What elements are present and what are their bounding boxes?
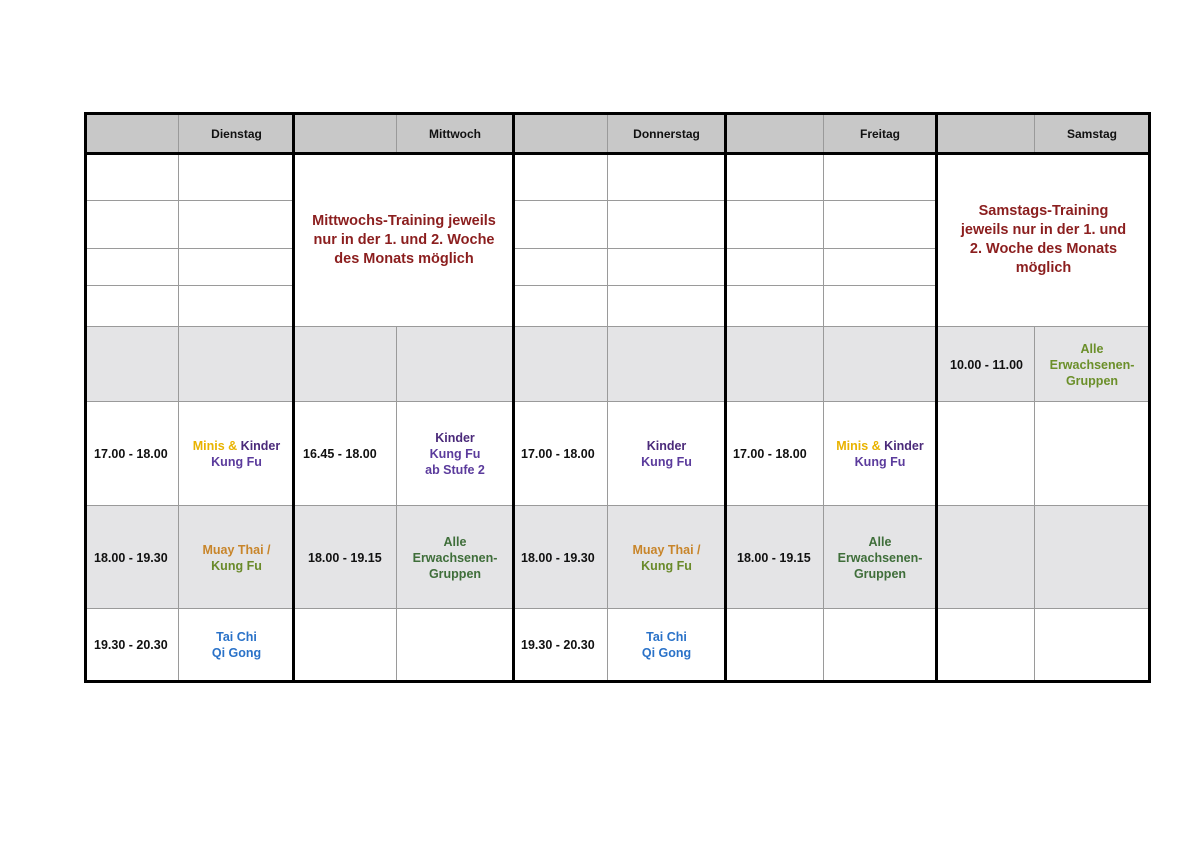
class-line bbox=[193, 438, 281, 454]
header-mittwoch: Mittwoch bbox=[429, 126, 481, 141]
class-line: Qi Gong bbox=[211, 646, 262, 660]
grid-line bbox=[86, 248, 294, 249]
class-line: Kung Fu bbox=[641, 455, 692, 469]
table-border-right bbox=[1148, 112, 1151, 683]
class-line: Erwachsenen- bbox=[1049, 357, 1135, 372]
class-line: Muay Thai / bbox=[632, 542, 701, 557]
grid-line bbox=[607, 114, 608, 153]
grid-line bbox=[1034, 114, 1035, 153]
donnerstag-time-1: 17.00 - 18.00 bbox=[521, 447, 595, 461]
table-border-top bbox=[84, 112, 1151, 115]
note-line: Mittwochs-Training jeweils bbox=[312, 212, 496, 229]
class-line: Qi Gong bbox=[641, 646, 692, 660]
class-line: Kung Fu bbox=[429, 447, 481, 461]
day-divider bbox=[512, 112, 515, 683]
mittwoch-time-1: 16.45 - 18.00 bbox=[303, 447, 377, 461]
class-line: Alle bbox=[868, 534, 892, 549]
class-line: Kinder bbox=[435, 431, 475, 445]
grid-line bbox=[86, 401, 1149, 402]
grid-line bbox=[86, 505, 1149, 506]
grid-line bbox=[86, 200, 294, 201]
mittwoch-time-2: 18.00 - 19.15 bbox=[308, 550, 382, 565]
dienstag-time-1: 17.00 - 18.00 bbox=[94, 447, 168, 461]
minis-label: Minis & bbox=[192, 439, 238, 453]
note-line: möglich bbox=[1015, 260, 1072, 276]
mittwoch-class-1 bbox=[397, 402, 513, 506]
class-line: Kung Fu bbox=[854, 455, 906, 469]
grid-line bbox=[86, 326, 1149, 327]
table-border-bottom bbox=[84, 680, 1151, 683]
dienstag-class-3 bbox=[179, 609, 294, 681]
class-line: Alle bbox=[443, 534, 467, 549]
kinder-label: Kinder bbox=[237, 439, 281, 453]
header-donnerstag: Donnerstag bbox=[633, 126, 700, 141]
note-line: des Monats möglich bbox=[334, 250, 474, 267]
class-line: Kinder bbox=[646, 439, 687, 453]
class-line: Tai Chi bbox=[216, 630, 257, 644]
mittwoch-note bbox=[295, 153, 513, 327]
header-dienstag: Dienstag bbox=[211, 126, 262, 141]
class-line: Alle bbox=[1080, 341, 1104, 356]
class-line: Gruppen bbox=[853, 566, 907, 581]
donnerstag-class-2 bbox=[608, 506, 725, 609]
dienstag-time-2: 18.00 - 19.30 bbox=[94, 550, 168, 565]
day-divider bbox=[935, 112, 938, 683]
donnerstag-class-3 bbox=[608, 609, 725, 681]
samstag-time: 10.00 - 11.00 bbox=[950, 357, 1023, 372]
class-line: Muay Thai / bbox=[202, 542, 271, 557]
class-line: Kung Fu bbox=[641, 558, 692, 573]
class-line: ab Stufe 2 bbox=[425, 463, 485, 477]
note-line: Samstags-Training bbox=[978, 203, 1109, 219]
dienstag-time-3: 19.30 - 20.30 bbox=[94, 638, 168, 652]
class-line: Tai Chi bbox=[646, 630, 687, 644]
freitag-class-1 bbox=[824, 402, 936, 506]
freitag-class-2 bbox=[824, 506, 936, 609]
grid-line bbox=[823, 114, 824, 153]
dienstag-class-1 bbox=[179, 402, 294, 506]
grid-line bbox=[178, 114, 179, 153]
grid-line bbox=[607, 153, 608, 682]
minis-label: Minis & bbox=[836, 439, 881, 453]
grid-line bbox=[86, 285, 294, 286]
header-samstag: Samstag bbox=[1066, 126, 1118, 141]
dienstag-class-2 bbox=[179, 506, 294, 609]
header-freitag: Freitag bbox=[859, 126, 900, 141]
grid-line bbox=[86, 608, 1149, 609]
class-line bbox=[836, 438, 924, 454]
freitag-time-1: 17.00 - 18.00 bbox=[733, 447, 807, 461]
class-line: Kung Fu bbox=[211, 455, 262, 469]
samstag-note bbox=[938, 153, 1149, 327]
header-border-bottom bbox=[84, 152, 1151, 155]
grid-line bbox=[823, 153, 824, 682]
day-divider bbox=[724, 112, 727, 683]
freitag-time-2: 18.00 - 19.15 bbox=[737, 550, 811, 565]
grid-line bbox=[178, 153, 179, 682]
kinder-label: Kinder bbox=[880, 439, 924, 453]
class-line: Gruppen bbox=[428, 566, 482, 581]
class-line: Erwachsenen- bbox=[837, 550, 923, 565]
table-border-left bbox=[84, 112, 87, 683]
donnerstag-time-3: 19.30 - 20.30 bbox=[521, 638, 595, 652]
class-line: Kung Fu bbox=[211, 558, 262, 573]
donnerstag-class-1 bbox=[608, 402, 725, 506]
note-line: nur in der 1. und 2. Woche bbox=[313, 231, 495, 248]
samstag-class bbox=[1035, 327, 1149, 402]
note-line: jeweils nur in der 1. und bbox=[960, 222, 1127, 238]
donnerstag-time-2: 18.00 - 19.30 bbox=[521, 550, 595, 565]
class-line: Erwachsenen- bbox=[412, 550, 498, 565]
day-divider bbox=[292, 112, 295, 683]
class-line: Gruppen bbox=[1065, 373, 1119, 388]
note-line: 2. Woche des Monats bbox=[969, 241, 1118, 257]
grid-line bbox=[396, 114, 397, 153]
mittwoch-class-2 bbox=[397, 506, 513, 609]
